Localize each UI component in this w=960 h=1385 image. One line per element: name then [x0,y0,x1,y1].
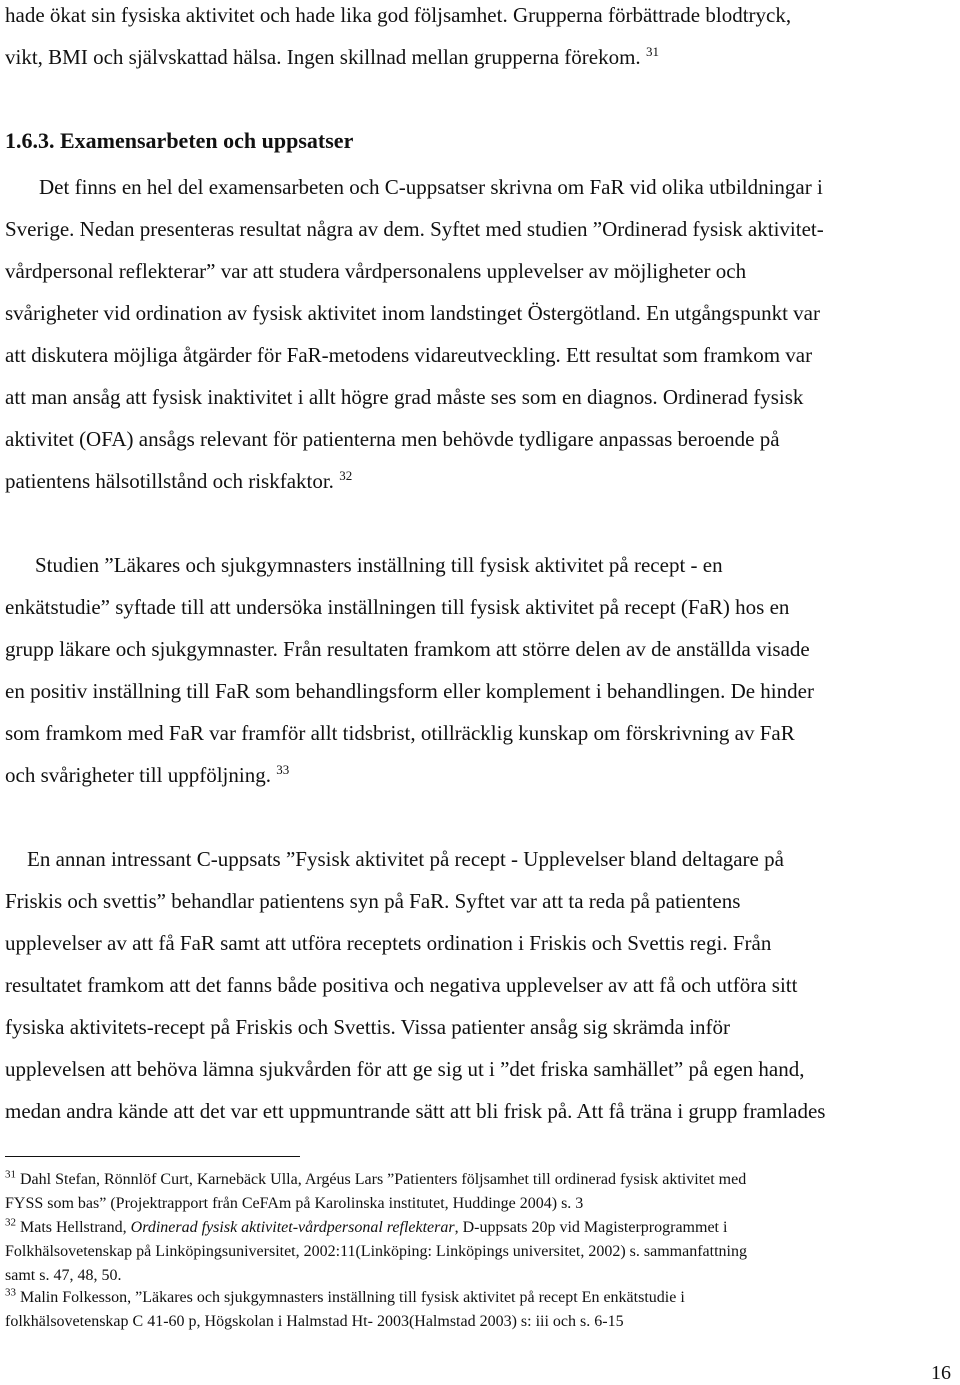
body-line: en positiv inställning till FaR som behandlingsform eller komplement i behandlingen. De hinder [5,679,814,703]
body-line: som framkom med FaR var framför allt tidsbrist, otillräcklig kunskap om förskrivning av FaR [5,721,795,745]
body-line: enkätstudie” syftade till att undersöka inställningen till fysisk aktivitet på recept (FaR) hos en [5,595,790,619]
body-line: aktivitet (OFA) ansågs relevant för patienterna men behövde tydligare anpassas beroende på [5,427,780,451]
body-line: svårigheter vid ordination av fysisk aktivitet inom landstinget Östergötland. En utgångspunkt var [5,301,820,325]
body-line: fysiska aktivitets-recept på Friskis och Svettis. Vissa patienter ansåg sig skrämda inför [5,1015,731,1039]
body-line: upplevelsen att behöva lämna sjukvården för att ge sig ut i ”det friska samhället” på egen hand, [5,1057,805,1081]
footnote-33: $^{33}$ Malin Folkesson, ”Läkares och sjukgymnasters inställning till fysisk aktivitet på recept En enkätstudie i [5,1286,685,1306]
body-line: vårdpersonal reflekterar” var att studera vårdpersonalens upplevelser av möjligheter och [5,259,747,283]
body-line: Studien ”Läkares och sjukgymnasters inställning till fysisk aktivitet på recept - en [35,553,723,577]
body-line: medan andra kände att det var ett uppmuntrande sätt att bli frisk på. Att få träna i grupp framlades [5,1099,826,1123]
body-line: hade ökat sin fysiska aktivitet och hade lika god följsamhet. Grupperna förbättrade blodtryck, [5,3,792,27]
footnote-ref-32[interactable]: 32 [339,468,353,483]
footnote-separator [5,1156,300,1157]
footnote-line: samt s. 47, 48, 50. [5,1267,122,1284]
footnote-31: $^{31}$ Dahl Stefan, Rönnlöf Curt, Karnebäck Ulla, Argéus Lars ”Patienters följsamhet till ordinerad fysisk aktivitet med [5,1168,747,1188]
body-line: resultatet framkom att det fanns både positiva och negativa upplevelser av att få och utföra sitt [5,973,798,997]
body-line: att diskutera möjliga åtgärder för FaR-metodens vidareutveckling. Ett resultat som framkom var [5,343,813,367]
footnote-ref-33[interactable]: 33 [276,762,290,777]
footnote-line: Folkhälsovetenskap på Linköpingsuniversitet, 2002:11(Linköping: Linköpings universitet, 2002) s. sammanfattning [5,1243,747,1260]
body-line: Friskis och svettis” behandlar patientens syn på FaR. Syftet var att ta reda på patientens [5,889,741,913]
body-line: patientens hälsotillstånd och riskfaktor. $^{32}$ [5,468,353,493]
body-line: Sverige. Nedan presenteras resultat några av dem. Syftet med studien ”Ordinerad fysisk aktivitet- [5,217,824,241]
body-line: Det finns en hel del examensarbeten och C-uppsatser skrivna om FaR vid olika utbildningar i [39,175,823,199]
body-line: grupp läkare och sjukgymnaster. Från resultaten framkom att större delen av de anställda visade [5,637,810,661]
body-line: vikt, BMI och självskattad hälsa. Ingen skillnad mellan grupperna förekom. $^{31}$ [5,44,659,69]
footnote-32: $^{32}$ Mats Hellstrand, Ordinerad fysisk aktivitet-vårdpersonal reflekterar, D-uppsats 20p vid Magisterprogrammet i [5,1216,728,1236]
body-line: att man ansåg att fysisk inaktivitet i allt högre grad måste ses som en diagnos. Ordinerad fysisk [5,385,804,409]
body-line: och svårigheter till uppföljning. $^{33}$ [5,762,290,787]
page-number: 16 [931,1362,951,1384]
footnote-ref-31[interactable]: 31 [645,44,659,59]
footnote-line: folkhälsovetenskap C 41-60 p, Högskolan i Halmstad Ht- 2003(Halmstad 2003) s: iii och s. 6-15 [5,1313,624,1330]
body-line: En annan intressant C-uppsats ”Fysisk aktivitet på recept - Upplevelser bland deltagare på [27,847,784,871]
section-heading: 1.6.3. Examensarbeten och uppsatser [5,128,354,153]
body-line: upplevelser av att få FaR samt att utföra receptets ordination i Friskis och Svettis regi. Från [5,931,772,955]
footnote-line: FYSS som bas” (Projektrapport från CeFAm på Karolinska institutet, Huddinge 2004) s. 3 [5,1195,584,1212]
